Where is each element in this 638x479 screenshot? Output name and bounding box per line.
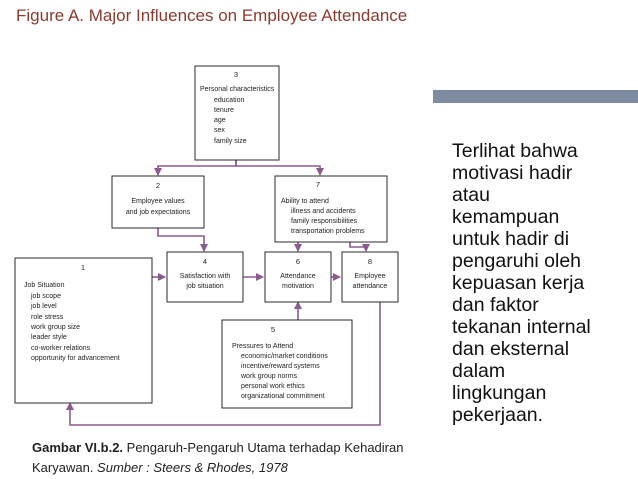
box-8-number: 8 — [367, 257, 373, 266]
box-3-heading: Personal characteristics — [200, 86, 275, 93]
box-7-item: family responsibilities — [291, 218, 358, 225]
box-5-number: 5 — [270, 325, 276, 334]
box-1-item: co-worker relations — [31, 345, 91, 352]
side-text-line: pekerjaan. — [452, 404, 544, 426]
side-text-line: kepuasan kerja — [452, 272, 585, 294]
box-3-item: education — [214, 97, 245, 104]
box-6-number: 6 — [295, 257, 301, 266]
box-1-item: opportunity for advancement — [31, 355, 120, 362]
box-personal-characteristics — [195, 66, 279, 160]
side-text-line: pengaruhi oleh — [452, 250, 582, 272]
side-text-line: Terlihat bahwa — [452, 140, 578, 162]
arrow-3-to-7 — [236, 160, 320, 175]
side-text-line: untuk hadir di — [452, 228, 570, 250]
box-employee-attendance — [342, 252, 398, 302]
box-employee-values — [112, 176, 204, 228]
side-text-line: lingkungan — [452, 382, 547, 404]
figure-caption — [32, 438, 403, 478]
side-text-line: motivasi hadir — [452, 162, 573, 184]
box-7-number: 7 — [315, 180, 321, 189]
box-1-item: job scope — [31, 293, 61, 300]
figure-title: Figure A. Major Influences on Employee Attendance — [16, 6, 408, 25]
box-5-item: incentive/reward systems — [241, 363, 320, 370]
arrow-3-to-2 — [158, 160, 236, 175]
caption-line-2 — [32, 458, 403, 478]
box-8-line: attendance — [352, 283, 388, 290]
box-attendance-motivation — [265, 252, 331, 302]
side-text-line: atau — [452, 184, 490, 206]
box-3-item: sex — [214, 127, 225, 134]
box-8-line: Employee — [354, 273, 386, 280]
box-job-situation — [15, 258, 152, 403]
caption-source: Sumber : Steers & Rhodes, 1978 — [97, 460, 288, 475]
box-3-item: tenure — [214, 107, 234, 114]
box-3-item: family size — [214, 138, 247, 145]
box-1-item: leader style — [31, 334, 67, 341]
box-1-number: 1 — [80, 263, 86, 272]
box-5-heading: Pressures to Attend — [232, 343, 294, 350]
box-ability-to-attend — [275, 176, 387, 242]
box-satisfaction — [167, 252, 243, 302]
caption-text: Pengaruh-Pengaruh Utama terhadap Kehadiran — [123, 440, 404, 455]
side-text-line: dan eksternal — [452, 338, 570, 360]
box-1-item: job level — [31, 303, 57, 310]
box-1-item: work group size — [31, 324, 81, 331]
box-1-item: role stress — [31, 314, 64, 321]
box-2-line: and job expectations — [125, 209, 191, 216]
side-text-line: dan faktor — [452, 294, 539, 316]
box-6-line: motivation — [282, 283, 314, 290]
side-text-line: kemampuan — [452, 206, 560, 228]
box-7-heading: Ability to attend — [281, 198, 329, 205]
box-5-item: work group norms — [241, 373, 298, 380]
box-7-item: transportation problems — [291, 228, 365, 235]
box-3-number: 3 — [233, 70, 239, 79]
side-text-line: dalam — [452, 360, 506, 382]
caption-label: Gambar VI.b.2. — [32, 440, 124, 455]
box-1-heading: Job Situation — [24, 282, 65, 289]
caption-line-1 — [32, 438, 403, 458]
box-2-number: 2 — [155, 181, 161, 190]
box-4-number: 4 — [202, 257, 208, 266]
box-2-line: Employee values — [131, 198, 185, 205]
box-4-line: job situation — [186, 283, 224, 290]
side-text — [452, 140, 632, 426]
box-3-item: age — [214, 117, 226, 124]
arrow-2-to-4 — [158, 228, 204, 251]
box-4-line: Satisfaction with — [179, 273, 231, 280]
box-pressures-to-attend — [222, 320, 352, 408]
box-7-item: illness and accidents — [291, 208, 356, 215]
side-text-line: tekanan internal — [452, 316, 591, 338]
box-5-item: personal work ethics — [241, 383, 305, 390]
box-6-line: Attendance — [280, 273, 316, 280]
box-5-item: economic/market conditions — [241, 353, 328, 360]
arrow-7-to-8 — [350, 242, 366, 251]
caption-prefix: Karyawan. — [32, 460, 98, 475]
box-5-item: organizational commitment — [241, 393, 325, 400]
